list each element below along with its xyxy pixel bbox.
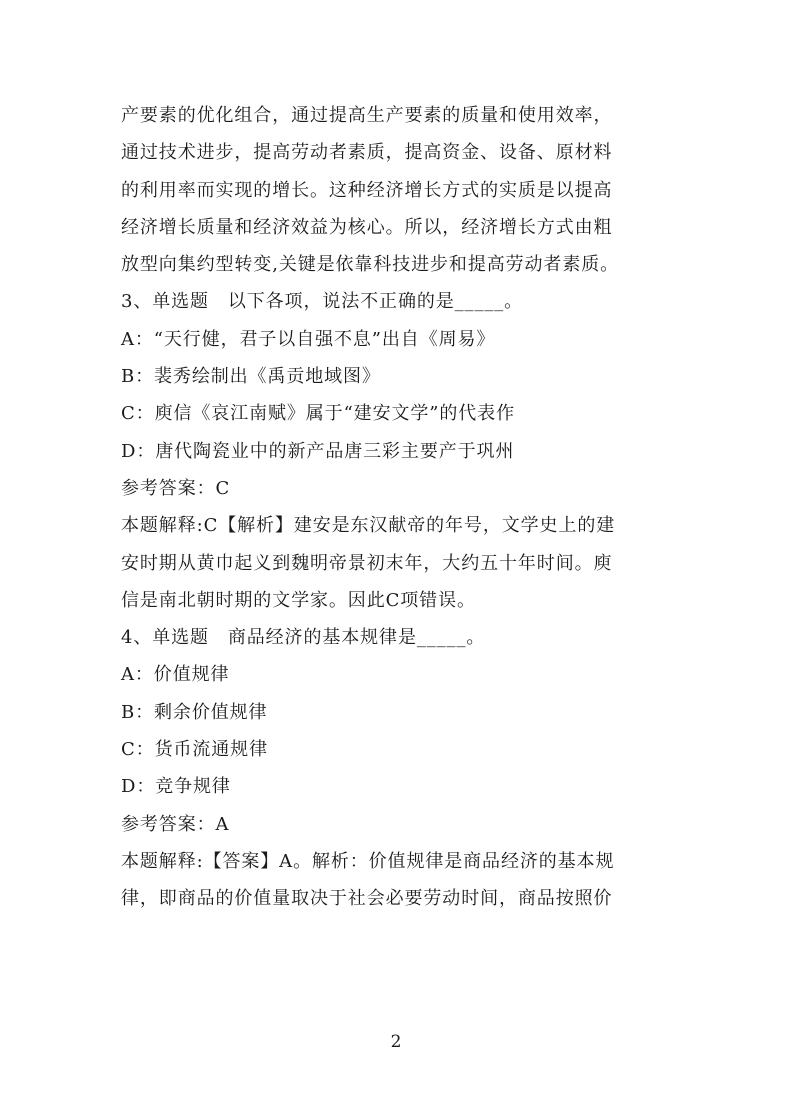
paragraph-line: 产要素的优化组合，通过提高生产要素的质量和使用效率， [121, 105, 613, 126]
paragraph-line: 经济增长质量和经济效益为核心。所以，经济增长方式由粗 [121, 216, 613, 238]
question-4-answer: 参考答案：A [121, 813, 230, 835]
question-3-option-c: C：庾信《哀江南赋》属于“建安文学”的代表作 [121, 403, 515, 425]
question-4-explanation-line: 本题解释:【答案】A。解析：价值规律是商品经济的基本规 [121, 850, 615, 872]
question-3-explanation-line: 安时期从黄巾起义到魏明帝景初末年，大约五十年时间。庾 [121, 552, 613, 574]
page-number: 2 [390, 1032, 402, 1052]
question-3-explanation-line: 本题解释:C【解析】建安是东汉献帝的年号，文学史上的建 [121, 515, 616, 537]
paragraph-line: 的利用率而实现的增长。这种经济增长方式的实质是以提高 [121, 179, 613, 201]
question-4-option-b: B：剩余价值规律 [121, 701, 268, 723]
question-3-option-a: A：“天行健，君子以自强不息”出自《周易》 [121, 328, 496, 350]
question-4-stem: 4、单选题 商品经济的基本规律是_____。 [121, 627, 486, 649]
question-3-option-b: B：裴秀绘制出《禹贡地域图》 [121, 366, 381, 388]
paragraph-line: 放型向集约型转变,关键是依靠科技进步和提高劳动者素质。 [121, 254, 620, 276]
question-4-option-c: C：货币流通规律 [121, 739, 268, 761]
question-3-option-d: D：唐代陶瓷业中的新产品唐三彩主要产于巩州 [121, 440, 515, 462]
page-body [121, 97, 676, 918]
question-3-explanation-line: 信是南北朝时期的文学家。因此C项错误。 [121, 589, 476, 611]
question-3-answer: 参考答案：C [121, 477, 231, 499]
question-4-option-d: D：竞争规律 [121, 776, 231, 798]
paragraph-line: 通过技术进步，提高劳动者素质，提高资金、设备、原材料 [121, 142, 613, 164]
question-3-stem: 3、单选题 以下各项，说法不正确的是_____。 [121, 291, 524, 313]
question-4-option-a: A：价值规律 [121, 664, 230, 686]
question-4-explanation-line: 律，即商品的价值量取决于社会必要劳动时间，商品按照价 [121, 888, 613, 910]
